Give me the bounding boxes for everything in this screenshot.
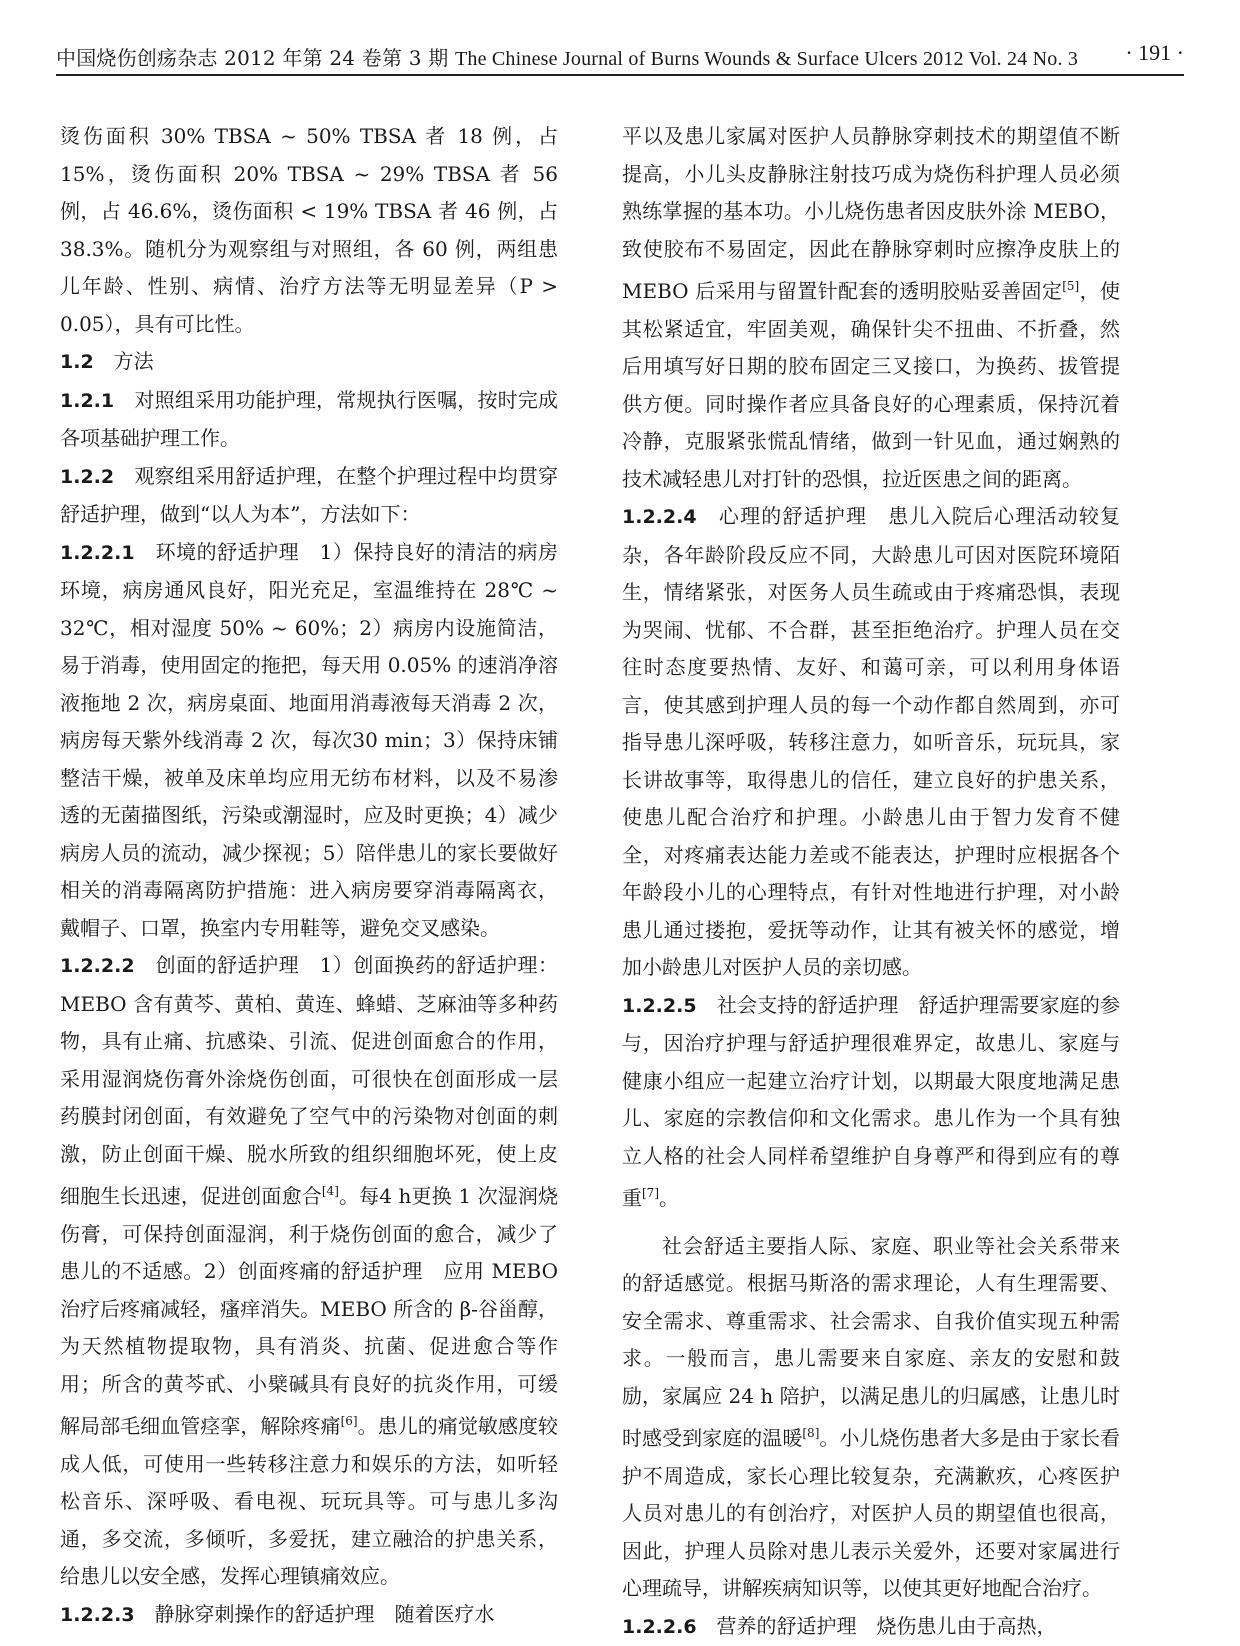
section-text: 观察组采用舒适护理，在整个护理过程中均贯穿舒适护理，做到“以人为本”，方法如下： [60, 464, 558, 527]
citation-ref: [8] [802, 1426, 819, 1440]
running-header [56, 40, 1184, 76]
page-number: · 191 · [1125, 40, 1184, 66]
journal-citation [56, 42, 1078, 71]
right-column [622, 118, 1120, 1646]
section-1-2-2-1 [60, 534, 558, 948]
section-text: 。 [659, 1186, 679, 1210]
section-text: 。患儿的痛觉敏感度较成人低，可使用一些转移注意力和娱乐的方法，如听轻松音乐、深呼吸、看电视、玩玩具等。可与患儿多沟通，多交流，多倾听，多爱抚，建立融洽的护患关系，给患儿以安全感，发挥心理镇痛效应。 [60, 1414, 558, 1588]
section-1-2-2-3-cont [622, 118, 1120, 498]
section-1-2-2-6 [622, 1608, 1120, 1646]
section-number: 1.2.2.2 [60, 955, 135, 977]
section-text: 环境的舒适护理 1）保持良好的清洁的病房环境，病房通风良好，阳光充足，室温维持在 28℃ ~ 32℃，相对湿度 50% ~ 60%；2）病房内设施简洁，易于消毒，使用固定的拖把，每天用 0.05% 的速消净溶液拖地 2 次，病房桌面、地面用消毒液每天消毒 2 次，病房每天紫外线消毒 2 次，每次30 min；3）保持床铺整洁干燥，被单及床单均应用无纺布材料，以及不易渗透的无菌描图纸，污染或潮湿时，应及时更换；4）减少病房人员的流动，减少探视；5）陪伴患儿的家长要做好相关的消毒隔离防护措施：进入病房要穿消毒隔离衣，戴帽子、口罩，换室内专用鞋等，避免交叉感染。 [60, 540, 558, 940]
section-text: 静脉穿刺操作的舒适护理 随着医疗水 [155, 1602, 495, 1626]
section-text: 创面的舒适护理 1）创面换药的舒适护理：MEBO 含有黄芩、黄柏、黄连、蜂蜡、芝麻油等多种药物，具有止痛、抗感染、引流、促进创面愈合的作用，采用湿润烧伤膏外涂烧伤创面，可很快在创面形成一层药膜封闭创面，有效避免了空气中的污染物对创面的刺激，防止创面干燥、脱水所致的组织细胞坏死，使上皮细胞生长迅速，促进创面愈合 [60, 953, 558, 1208]
section-1-2-2-4 [622, 498, 1120, 987]
section-title: 方法 [114, 349, 154, 373]
section-number: 1.2.1 [60, 390, 114, 412]
left-column [60, 118, 558, 1634]
section-number: 1.2.2 [60, 466, 114, 488]
section-1-2-1 [60, 382, 558, 458]
section-text: 平以及患儿家属对医护人员静脉穿刺技术的期望值不断提高，小儿头皮静脉注射技巧成为烧伤科护理人员必须熟练掌握的基本功。小儿烧伤患者因皮肤外涂 MEBO，致使胶布不易固定，因此在静脉穿刺时应擦净皮肤上的 MEBO 后采用与留置针配套的透明胶贴妥善固定 [622, 124, 1120, 303]
section-number: 1.2.2.5 [622, 995, 697, 1017]
section-1-2-2-3 [60, 1596, 558, 1635]
section-text: 社会舒适主要指人际、家庭、职业等社会关系带来的舒适感觉。根据马斯洛的需求理论，人有生理需要、安全需求、尊重需求、社会需求、自我价值实现五种需求。一般而言，患儿需要来自家庭、亲友的安慰和鼓励，家属应 24 h 陪护，以满足患儿的归属感，让患儿时时感受到家庭的温暖 [622, 1234, 1120, 1451]
section-text: 社会支持的舒适护理 舒适护理需要家庭的参与，因治疗护理与舒适护理很难界定，故患儿、家庭与健康小组应一起建立治疗计划，以期最大限度地满足患儿、家庭的宗教信仰和文化需求。患儿作为一个具有独立人格的社会人同样希望维护自身尊严和得到应有的尊重 [622, 993, 1120, 1211]
section-1-2-2-5 [622, 987, 1120, 1218]
section-text: 营养的舒适护理 烧伤患儿由于高热， [717, 1614, 1057, 1638]
section-number: 1.2.2.3 [60, 1604, 135, 1626]
paragraph-social-comfort [622, 1228, 1120, 1608]
journal-name-cn: 中国烧伤创疡杂志 2012 年第 24 卷第 3 期 [56, 46, 448, 70]
citation-ref: [5] [1062, 279, 1079, 293]
section-text: 心理的舒适护理 患儿入院后心理活动较复杂，各年龄阶段反应不同，大龄患儿可因对医院环境陌生，情绪紧张，对医务人员生疏或由于疼痛恐惧，表现为哭闹、忧郁、不合群，甚至拒绝治疗。护理人员在交往时态度要热情、友好、和蔼可亲，可以利用身体语言，使其感到护理人员的每一个动作都自然周到，亦可指导患儿深呼吸，转移注意力，如听音乐，玩玩具，家长讲故事等，取得患儿的信任，建立良好的护患关系，使患儿配合治疗和护理。小龄患儿由于智力发育不健全，对疼痛表达能力差或不能表达，护理时应根据各个年龄段小儿的心理特点，有针对性地进行护理，对小龄患儿通过搂抱，爱抚等动作，让其有被关怀的感觉，增加小龄患儿对医护人员的亲切感。 [622, 504, 1120, 979]
journal-name-en: The Chinese Journal of Burns Wounds & Surface Ulcers 2012 Vol. 24 No. 3 [455, 48, 1078, 70]
section-number: 1.2.2.1 [60, 542, 135, 564]
section-text: 对照组采用功能护理，常规执行医嘱，按时完成各项基础护理工作。 [60, 388, 558, 451]
section-1-2-2-2 [60, 947, 558, 1596]
section-number: 1.2.2.6 [622, 1616, 697, 1638]
section-1-2-2 [60, 458, 558, 534]
section-text: 。小儿烧伤患者大多是由于家长看护不周造成，家长心理比较复杂，充满歉疚，心疼医护人员对患儿的有创治疗，对医护人员的期望值也很高，因此，护理人员除对患儿表示关爱外，还要对家属进行心理疏导，讲解疾病知识等，以使其更好地配合治疗。 [622, 1426, 1120, 1600]
section-number: 1.2 [60, 351, 94, 373]
section-number: 1.2.2.4 [622, 506, 697, 528]
citation-ref: [4] [322, 1184, 339, 1198]
section-text: 。每4 h更换 1 次湿润烧伤膏，可保持创面湿润，利于烧伤创面的愈合，减少了患儿的不适感。2）创面疼痛的舒适护理 应用 MEBO 治疗后疼痛减轻，瘙痒消失。MEBO 所含的 β-谷甾醇，为天然植物提取物，具有消炎、抗菌、促进愈合等作用；所含的黄芩甙、小檗碱具有良好的抗炎作用，可缓解局部毛细血管痉挛，解除疼痛 [60, 1184, 558, 1438]
citation-ref: [6] [341, 1414, 358, 1428]
paragraph-patients: 烫伤面积 30% TBSA ~ 50% TBSA 者 18 例，占 15%，烫伤面积 20% TBSA ~ 29% TBSA 者 56 例，占 46.6%，烫伤面积 < 19% TBSA 者 46 例，占 38.3%。随机分为观察组与对照组，各 60 例，两组患儿年龄、性别、病情、治疗方法等无明显差异（P > 0.05），具有可比性。 [60, 118, 558, 343]
paragraph-gap [622, 1218, 1120, 1228]
section-1-2 [60, 343, 558, 382]
section-text: ，使其松紧适宜，牢固美观，确保针尖不扭曲、不折叠，然后用填写好日期的胶布固定三叉接口，为换药、拔管提供方便。同时操作者应具备良好的心理素质，保持沉着冷静，克服紧张慌乱情绪，做到一针见血，通过娴熟的技术减轻患儿对打针的恐惧，拉近医患之间的距离。 [622, 279, 1120, 491]
citation-ref: [7] [642, 1186, 659, 1200]
